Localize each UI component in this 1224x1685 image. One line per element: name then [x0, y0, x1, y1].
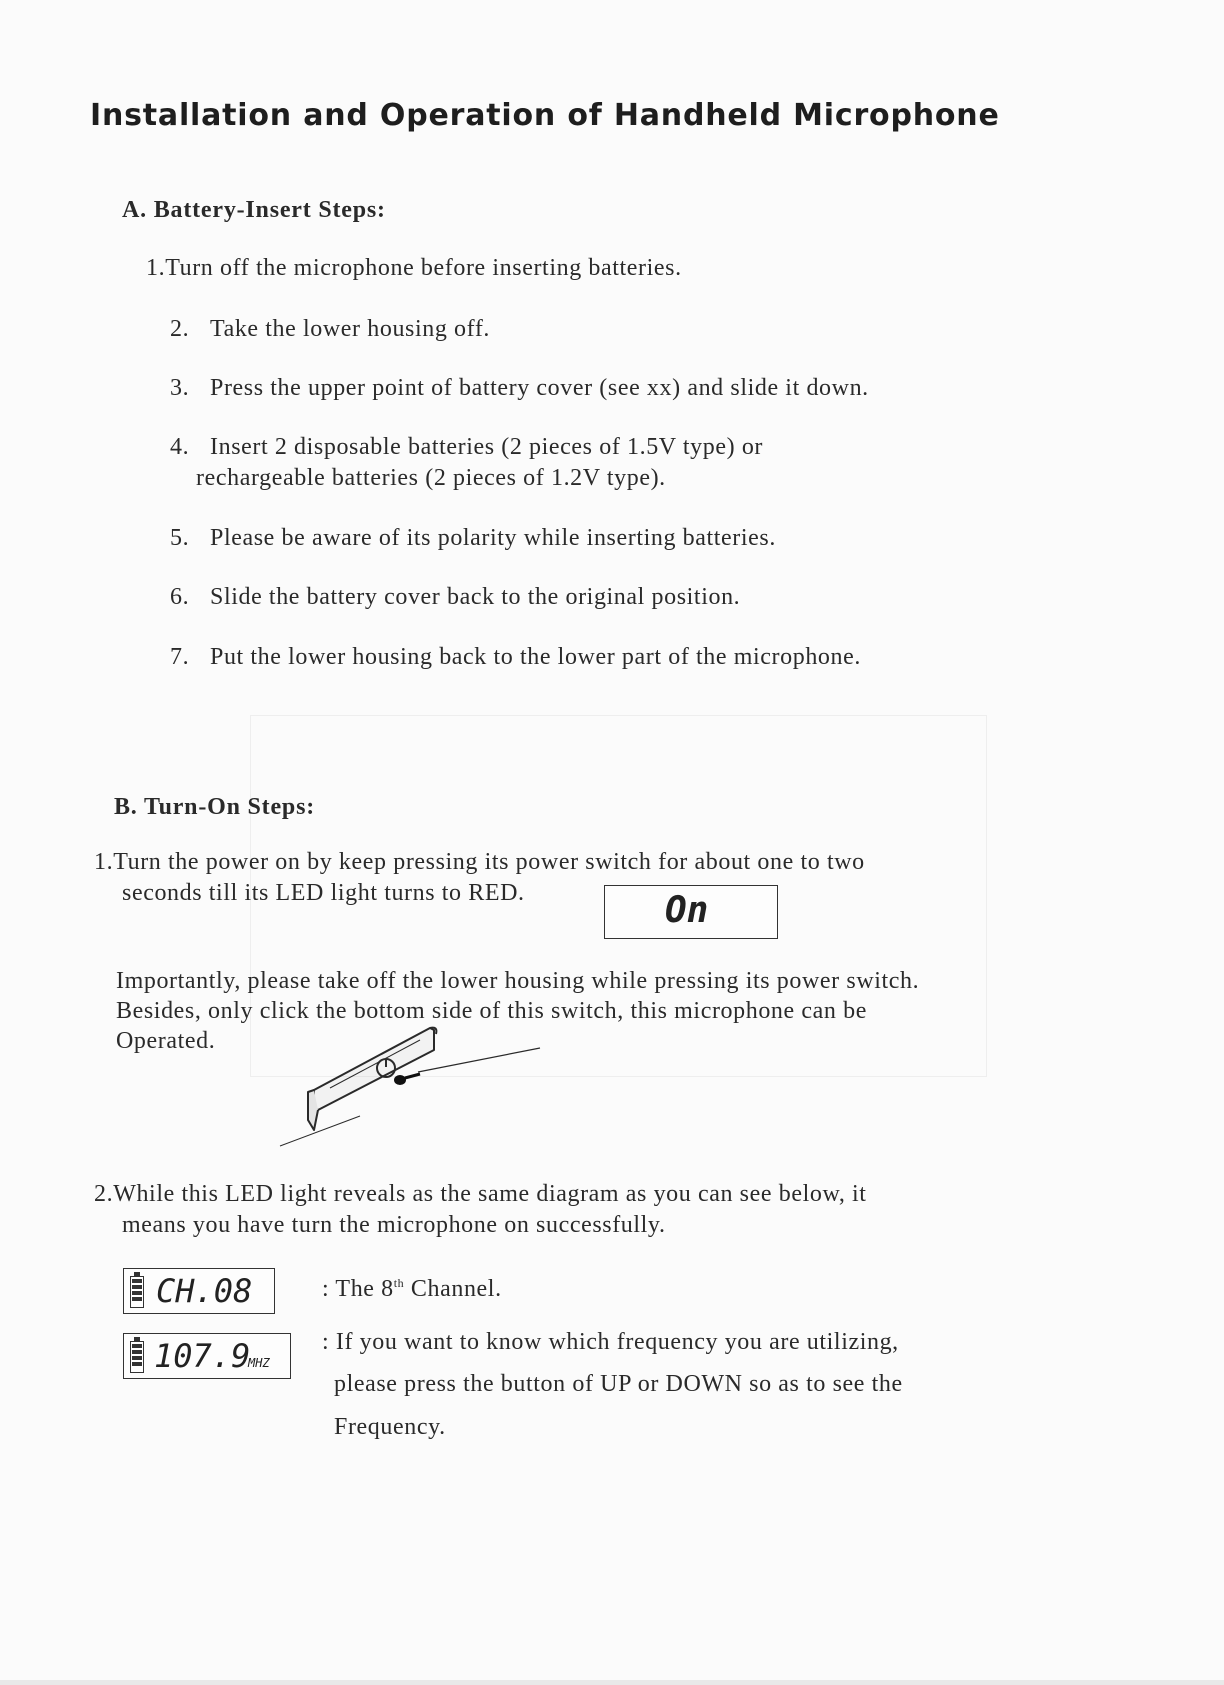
- step-number: 2.: [94, 1181, 114, 1207]
- frequency-lcd-display: [123, 1333, 291, 1379]
- section-a-step-4-continued: rechargeable batteries (2 pieces of 1.2V type).: [196, 465, 666, 491]
- channel-readout: CH.08: [156, 1272, 253, 1310]
- step-number: 3.: [170, 375, 190, 401]
- note-line-2: Besides, only click the bottom side of this switch, this microphone can be: [116, 998, 867, 1024]
- section-b-step-1-line-2: seconds till its LED light turns to RED.: [122, 880, 525, 906]
- channel-desc-suffix: Channel.: [404, 1276, 502, 1302]
- note-line-3: Operated.: [116, 1028, 216, 1054]
- section-b-step-2-line-2: means you have turn the microphone on successfully.: [122, 1212, 666, 1238]
- step-text: Press the upper point of battery cover (see xx) and slide it down.: [210, 375, 869, 401]
- step-text: While this LED light reveals as the same diagram as you can see below, it: [113, 1181, 867, 1207]
- frequency-unit: MHZ: [248, 1356, 270, 1370]
- section-a-step-3: [170, 373, 869, 404]
- channel-desc-prefix: : The 8: [322, 1276, 394, 1302]
- channel-desc-sup: th: [393, 1276, 405, 1290]
- section-a-heading: A. Battery-Insert Steps:: [122, 197, 386, 223]
- battery-icon: [130, 1341, 144, 1373]
- step-text: Slide the battery cover back to the original position.: [210, 584, 741, 610]
- step-text: Please be aware of its polarity while inserting batteries.: [210, 525, 776, 551]
- step-text: Turn the power on by keep pressing its power switch for about one to two: [113, 849, 865, 875]
- section-a-step-6: [170, 582, 740, 613]
- step-number: 7.: [170, 644, 190, 670]
- step-text: Turn off the microphone before inserting batteries.: [165, 255, 682, 281]
- battery-icon: [130, 1276, 144, 1308]
- note-line-1: Importantly, please take off the lower housing while pressing its power switch.: [116, 968, 920, 994]
- step-number: 1.: [146, 255, 166, 281]
- page-bottom-edge: [0, 1680, 1224, 1685]
- step-number: 2.: [170, 316, 190, 342]
- step-number: 1.: [94, 849, 114, 875]
- section-b-heading: B. Turn-On Steps:: [114, 794, 316, 820]
- step-number: 5.: [170, 525, 190, 551]
- section-a-step-7: [170, 642, 861, 673]
- section-a-step-1: [146, 253, 682, 284]
- frequency-description-line-3: Frequency.: [334, 1414, 446, 1440]
- frequency-description-line-1: : If you want to know which frequency you are utilizing,: [322, 1329, 899, 1355]
- step-text: Insert 2 disposable batteries (2 pieces of 1.5V type) or: [210, 434, 764, 460]
- scan-bleed-through: [250, 715, 987, 1077]
- page-title: Installation and Operation of Handheld Microphone: [90, 98, 1000, 133]
- section-b-step-2-line-1: [94, 1179, 867, 1210]
- step-number: 6.: [170, 584, 190, 610]
- step-text: Put the lower housing back to the lower part of the microphone.: [210, 644, 861, 670]
- step-number: 4.: [170, 434, 190, 460]
- step-text: Take the lower housing off.: [210, 316, 491, 342]
- section-a-step-5: [170, 523, 776, 554]
- frequency-readout: 107.9: [154, 1337, 251, 1375]
- section-a-step-2: [170, 314, 490, 345]
- channel-description: [322, 1268, 502, 1305]
- frequency-description-line-2: please press the button of UP or DOWN so as to see the: [334, 1371, 903, 1397]
- section-a-step-4: [170, 432, 763, 463]
- channel-lcd-display: [123, 1268, 275, 1314]
- led-on-text: On: [665, 890, 709, 931]
